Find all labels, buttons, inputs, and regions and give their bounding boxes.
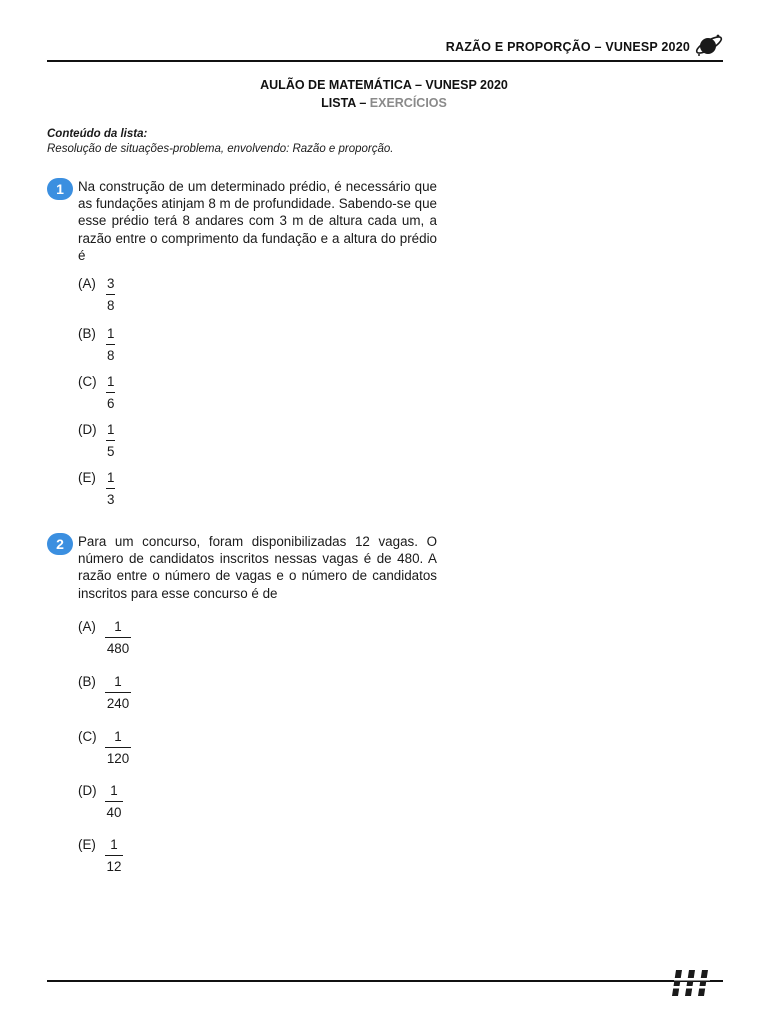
fraction-numerator: 1 [105, 619, 131, 638]
brand-stripes-logo-icon [672, 966, 712, 1000]
option-letter: (D) [78, 422, 97, 437]
question-1 [47, 178, 437, 508]
fraction-numerator: 1 [106, 326, 115, 345]
question-text: Para um concurso, foram disponibilizadas 12 vagas. O número de candidatos inscritos nessas vagas é de 480. A razão entre o número de vagas e o número de candidatos inscritos para esse concurso é de [78, 534, 437, 601]
option-letter: (C) [78, 374, 97, 389]
option-fraction [106, 326, 115, 364]
content-description [47, 127, 727, 157]
question-number-badge: 2 [47, 533, 73, 555]
fraction-numerator: 3 [106, 276, 115, 295]
fraction-denominator: 240 [106, 696, 130, 711]
fraction-numerator: 1 [105, 674, 131, 693]
running-header-title: RAZÃO E PROPORÇÃO – VUNESP 2020 [445, 40, 690, 54]
document-title-line2 [0, 94, 768, 112]
question-2 [47, 533, 437, 878]
fraction-denominator: 120 [106, 751, 130, 766]
fraction-denominator: 12 [106, 859, 122, 874]
option-letter: (A) [78, 619, 96, 634]
option-letter: (B) [78, 674, 96, 689]
title-prefix: LISTA – [321, 96, 367, 110]
option-letter: (E) [78, 470, 96, 485]
fraction-numerator: 1 [105, 837, 123, 856]
fraction-numerator: 1 [106, 422, 115, 441]
option-fraction [106, 374, 115, 412]
document-title [0, 76, 768, 112]
option-fraction [105, 674, 131, 712]
option-fraction [105, 837, 123, 875]
fraction-denominator: 6 [107, 396, 115, 411]
option-fraction [105, 729, 131, 767]
fraction-numerator: 1 [106, 374, 115, 393]
question-number-badge: 1 [47, 178, 73, 200]
fraction-denominator: 40 [106, 805, 122, 820]
option-fraction [105, 619, 131, 657]
option-fraction [105, 783, 123, 821]
planet-logo-icon [694, 30, 724, 60]
option-fraction [106, 276, 115, 314]
fraction-numerator: 1 [105, 783, 123, 802]
option-letter: (E) [78, 837, 96, 852]
content-label: Conteúdo da lista: [47, 128, 148, 140]
option-letter: (B) [78, 326, 96, 341]
option-fraction [106, 470, 115, 508]
fraction-denominator: 3 [107, 492, 115, 507]
document-title-line1: AULÃO DE MATEMÁTICA – VUNESP 2020 [260, 78, 508, 92]
question-text: Na construção de um determinado prédio, é necessário que as fundações atinjam 8 m de profundidade. Sabendo-se que esse prédio terá 8 andares com 3 m de altura cada um, a razão entre o comprimento da fundação e a altura do prédio é [78, 179, 437, 263]
option-fraction [106, 422, 115, 460]
option-letter: (D) [78, 783, 97, 798]
option-letter: (A) [78, 276, 96, 291]
fraction-denominator: 5 [107, 444, 115, 459]
fraction-denominator: 480 [106, 641, 130, 656]
header-divider [47, 60, 723, 62]
fraction-numerator: 1 [106, 470, 115, 489]
fraction-numerator: 1 [105, 729, 131, 748]
content-text: Resolução de situações-problema, envolvendo: Razão e proporção. [47, 143, 394, 155]
option-letter: (C) [78, 729, 97, 744]
fraction-denominator: 8 [107, 348, 115, 363]
footer-divider [47, 980, 723, 982]
fraction-denominator: 8 [107, 298, 115, 313]
title-accent: EXERCÍCIOS [369, 96, 447, 110]
